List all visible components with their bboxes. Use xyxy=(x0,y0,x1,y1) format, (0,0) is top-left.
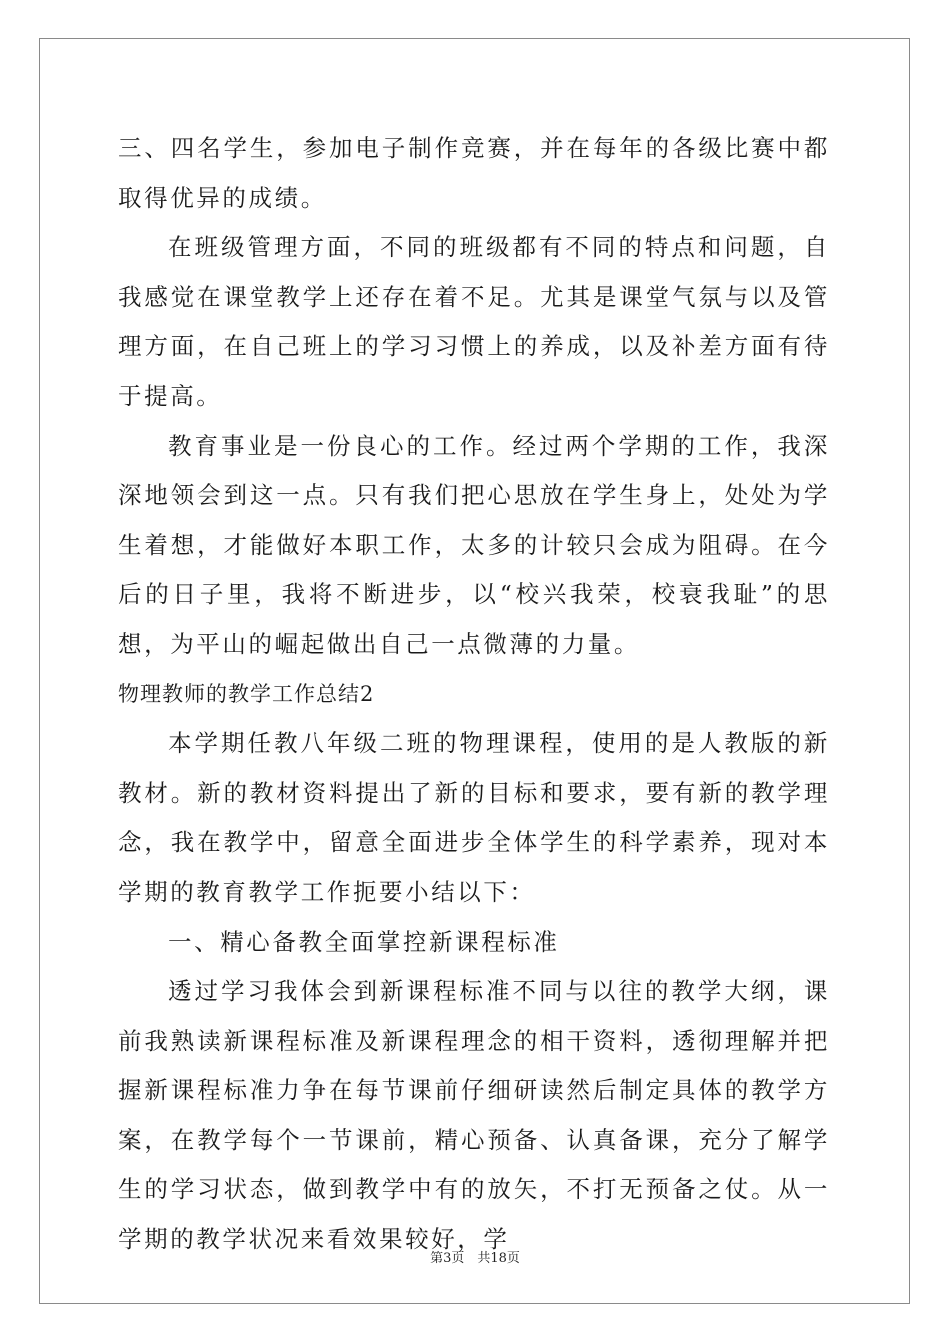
paragraph-4: 本学期任教八年级二班的物理课程，使用的是人教版的新教材。新的教材资料提出了新的目标和要求，要有新的教学理念，我在教学中，留意全面进步全体学生的科学素养，现对本学期的教育教学工作扼要小结以下： xyxy=(118,729,830,906)
paragraph-3: 教育事业是一份良心的工作。经过两个学期的工作，我深深地领会到这一点。只有我们把心思放在学生身上，处处为学生着想，才能做好本职工作，太多的计较只会成为阻碍。在今后的日子里，我将不断进步，以“校兴我荣，校衰我耻”的思想，为平山的崛起做出自己一点微薄的力量。 xyxy=(118,431,830,658)
document-body xyxy=(118,124,830,1265)
section-heading: 物理教师的教学工作总结2 xyxy=(118,681,375,706)
paragraph-5: 透过学习我体会到新课程标准不同与以往的教学大纲，课前我熟读新课程标准及新课程理念的相干资料，透彻理解并把握新课程标准力争在每节课前仔细研读然后制定具体的教学方案，在教学每个一节课前，精心预备、认真备课，充分了解学生的学习状态，做到教学中有的放矢，不打无预备之仗。从一学期的教学状况来看效果较好，学 xyxy=(118,977,830,1254)
paragraph-1: 三、四名学生，参加电子制作竞赛，并在每年的各级比赛中都取得优异的成绩。 xyxy=(118,134,830,212)
page-number-footer: 第3页 共18页 xyxy=(430,1251,520,1266)
subheading-1: 一、精心备教全面掌控新课程标准 xyxy=(168,927,560,956)
paragraph-2: 在班级管理方面，不同的班级都有不同的特点和问题，自我感觉在课堂教学上还存在着不足。尤其是课堂气氛与以及管理方面，在自己班上的学习习惯上的养成，以及补差方面有待于提高。 xyxy=(118,233,830,410)
